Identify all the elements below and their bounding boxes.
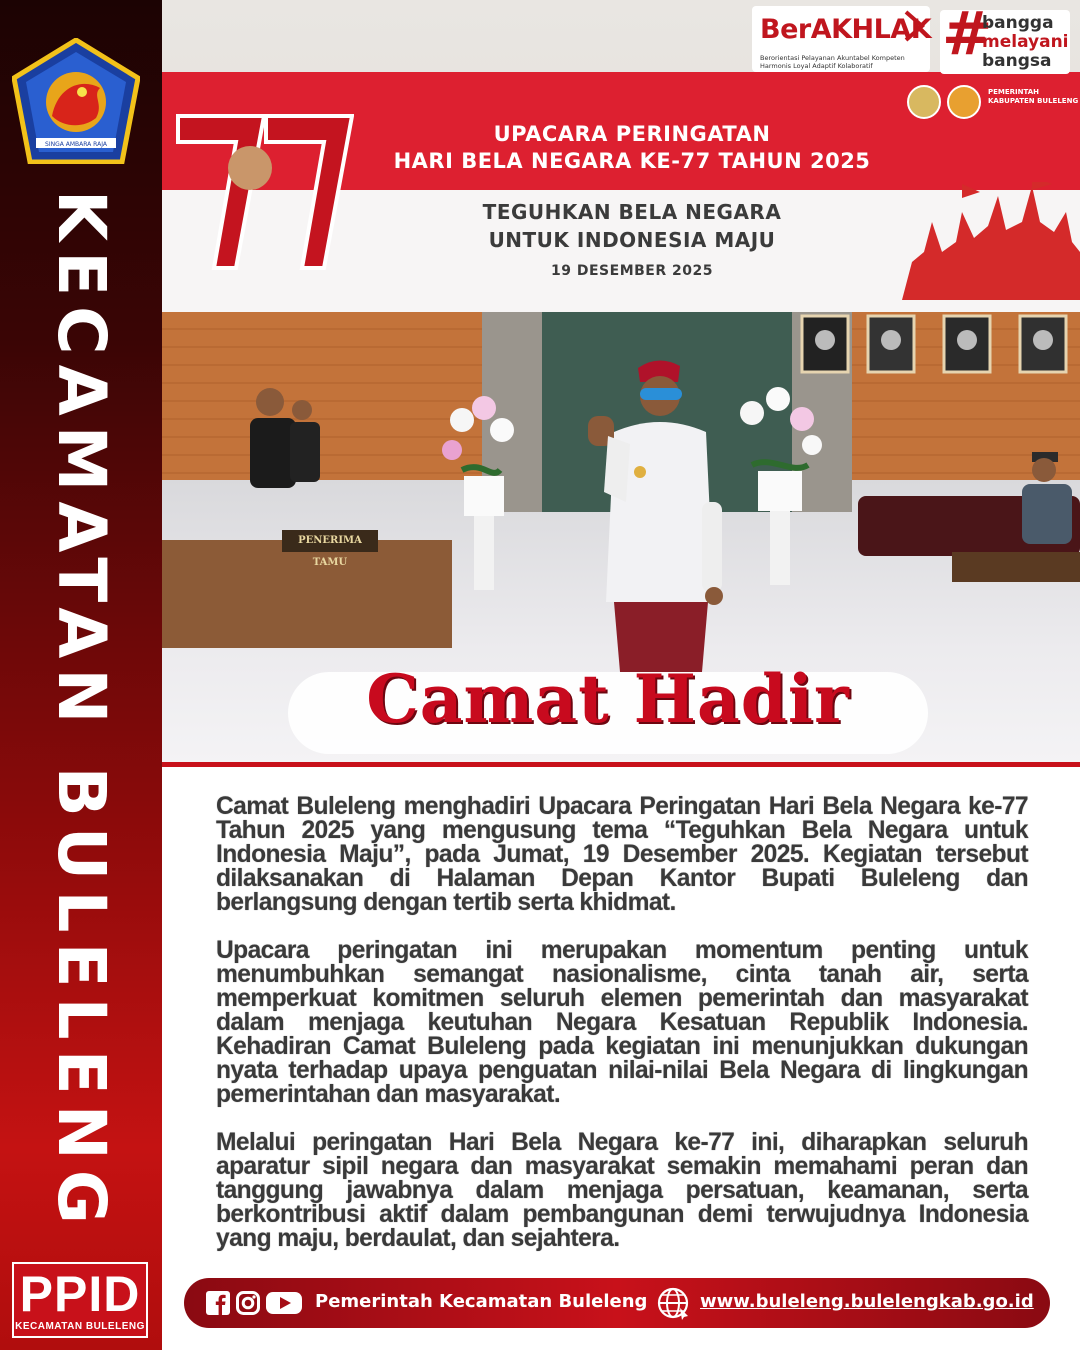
ppid-logo [12, 1262, 148, 1338]
gov-label-line1: PEMERINTAH [988, 88, 1040, 96]
sidebar [0, 0, 162, 1350]
berakhlak-arrow-icon [902, 8, 928, 44]
staff-person [244, 384, 334, 524]
camat-person [574, 352, 742, 682]
gov-label-line2: KABUPATEN BULELENG [988, 97, 1079, 105]
banner-number: 77 [264, 272, 266, 273]
facebook-icon[interactable] [206, 1291, 230, 1315]
footer-website-link[interactable]: www.buleleng.bulelengkab.go.id [700, 1291, 1034, 1312]
ppid-word: PPID [19, 1265, 141, 1322]
bangga-melayani-badge [940, 0, 1070, 74]
footer-bar [184, 1278, 1050, 1328]
crest-motto: SINGA AMBARA RAJA [45, 141, 107, 148]
reception-desk [162, 540, 452, 648]
berakhlak-badge [752, 6, 930, 72]
desk-sign: PENERIMA TAMU [282, 530, 378, 552]
berakhlak-sub-2: Harmonis Loyal Adaptif Kolaboratif [760, 62, 873, 70]
bangga-line-1: bangga [982, 13, 1054, 33]
article-paragraph-3: Melalui peringatan Hari Bela Negara ke-77 ini, diharapkan seluruh aparatur sipil negara dan masyarakat semakin memahami peran dan tanggung jawabnya dalam menjaga persatuan, keamanan, serta berkontribusi aktif dalam pembangunan demi terwujudnya Indonesia yang maju, berdaulat, dan sejahtera. [216, 1129, 1028, 1252]
bangga-line-3: bangsa [982, 51, 1052, 71]
globe-icon [656, 1286, 690, 1320]
article-body [216, 795, 1028, 1275]
gov-label [988, 88, 1078, 106]
banner-line-1: UPACARA PERINGATAN [493, 122, 771, 146]
banner-line-2: HARI BELA NEGARA KE-77 TAHUN 2025 [393, 149, 871, 173]
article-paragraph-1: Camat Buleleng menghadiri Upacara Peringatan Hari Bela Negara ke-77 Tahun 2025 yang mengusung tema “Teguhkan Bela Negara untuk Indonesia Maju”, pada Jumat, 19 Desember 2025. Kegiatan tersebut dilaksanakan di Halaman Depan Kantor Bupati Buleleng dan berlangsung dengan tertib serta khidmat. [216, 793, 1028, 916]
headline: Camat Hadir [366, 660, 850, 738]
youtube-icon[interactable] [266, 1291, 302, 1315]
photo-divider [162, 762, 1080, 767]
event-photo [162, 0, 1080, 762]
orchid-plant-left [422, 390, 542, 590]
banner-date: 19 DESEMBER 2025 [551, 263, 713, 279]
article-paragraph-2: Upacara peringatan ini merupakan momentum penting untuk menumbuhkan semangat nasionalisme, cinta tanah air, serta memperkuat komitmen seluruh elemen pemerintah dan masyarakat dalam menjaga keutuhan Negara Kesatuan Republik Indonesia. Kehadiran Camat Buleleng pada kegiatan ini menunjukkan dukungan nyata terhadap upaya penguatan nilai-nilai Bela Negara di lingkungan pemerintahan dan masyarakat. [216, 937, 1028, 1108]
berakhlak-word: BerAKHLAK [760, 14, 932, 45]
instagram-icon[interactable] [236, 1291, 260, 1315]
banner-theme-1: TEGUHKAN BELA NEGARA [482, 200, 782, 224]
wall-portraits [798, 312, 1080, 382]
security-officer [1004, 450, 1080, 560]
fighters-silhouette-icon [902, 182, 1080, 302]
footer-org-name: Pemerintah Kecamatan Buleleng [315, 1291, 648, 1312]
ppid-subtitle: KECAMATAN BULELENG [15, 1320, 145, 1332]
buleleng-crest-icon [12, 38, 140, 164]
sidebar-title: KECAMATAN BULELENG [43, 189, 120, 1235]
berakhlak-sub-1: Berorientasi Pelayanan Akuntabel Kompeten [760, 54, 905, 62]
hash-symbol: # [942, 0, 993, 69]
bangga-line-2: melayani [982, 32, 1069, 52]
event-banner [162, 72, 1080, 312]
banner-theme-2: UNTUK INDONESIA MAJU [488, 228, 776, 252]
